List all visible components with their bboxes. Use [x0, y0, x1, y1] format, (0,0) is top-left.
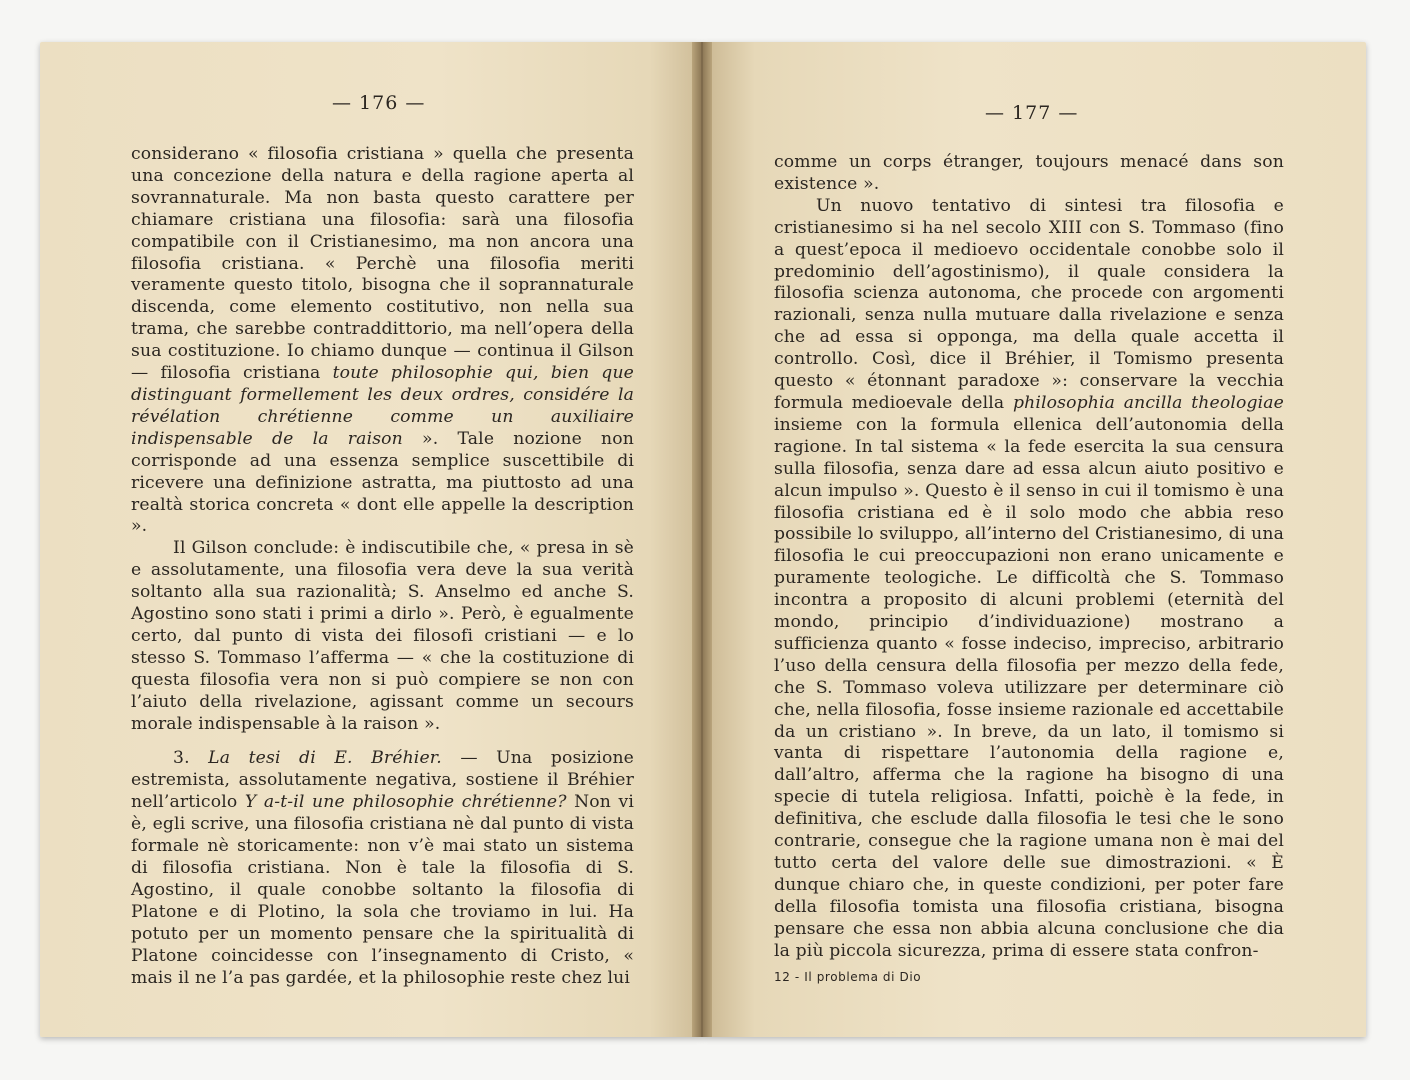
- paragraph: [774, 196, 1284, 963]
- right-page-text: [774, 152, 1284, 963]
- italic-text: philosophia ancilla theologiae: [1013, 392, 1284, 413]
- left-page-text: [131, 144, 634, 989]
- paragraph: [774, 152, 1284, 196]
- page-footer: 12 - Il problema di Dio: [774, 970, 922, 984]
- right-page: [702, 42, 1366, 1037]
- italic-text: toute philosophie qui, bien que distinguant formellement les deux ordres, considére la révélation chrétienne comme un auxiliaire indispensable de la raison: [131, 363, 635, 449]
- text-run: Non vi è, egli scrive, una filosofia cristiana nè dal punto di vista formale nè storicamente: non v’è mai stato un sistema di filosofia cristiana. Non è tale la filosofia di S. Agostino, il quale conobbe soltanto la filosofia di Platone e di Plotino, la sola che troviamo in lui. Ha potuto per un momento pensare che la spiritualità di Platone coincidesse con l’insegnamento di Cristo, « mais il ne l’a pas gardée, et la philosophie reste chez lui: [131, 792, 634, 988]
- left-page: [40, 42, 702, 1037]
- page-number: — 176 —: [332, 92, 426, 114]
- text-run: — Una posizione estremista, assolutamente negativa, sostiene il Bréhier nell’articolo: [131, 748, 635, 813]
- text-run: comme un corps étranger, toujours menacé dans son existence ».: [774, 152, 1284, 194]
- text-run: insieme con la formula ellenica dell’autonomia della ragione. In tal sistema « la fede esercita la sua censura sulla filosofia, senza dare ad essa alcun aiuto positivo e alcun impulso ». Questo è il senso in cui il tomismo è una filosofia cristiana ed è il solo modo che abbia reso possibile lo sviluppo, all’interno del Cristianesimo, di una filosofia le cui preoccupazioni non erano unicamente e puramente teologiche. Le difficoltà che S. Tommaso incontra a proposito di alcuni problemi (eternità del mondo, principio d’individuazione) mostrano a sufficienza quanto « fosse indeciso, impreciso, arbitrario l’uso della censura della filosofia per mezzo della fede, che S. Tommaso voleva utilizzare per determinare ciò che, nella filosofia, fosse insieme razionale ed accettabile da un cristiano ». In breve, da un lato, il tomismo si vanta di rispettare l’autonomia della ragione e, dall’altro, afferma che la ragione ha bisogno di una specie di tutela religiosa. Infatti, poichè è la fede, in definitiva, che esclude dalla filosofia le tesi che le sono contrarie, consegue che la ragione umana non è mai del tutto certa del valore delle sue dimostrazioni. « È dunque chiaro che, in queste condizioni, per poter fare della filosofia tomista una filosofia cristiana, bisogna pensare che essa non abbia alcuna conclusione che dia la più piccola sicurezza, prima di essere stata confron-: [774, 414, 1284, 961]
- text-run: considerano « filosofia cristiana » quella che presenta una concezione della natura e della ragione aperta al sovrannaturale. Ma non basta questo carattere per chiamare cristiana una filosofia: sarà una filosofia compatibile con il Cristianesimo, ma non ancora una filosofia cristiana. « Perchè una filosofia meriti veramente questo titolo, bisogna che il soprannaturale discenda, come elemento costitutivo, non nella sua trama, che sarebbe contraddittorio, ma nell’opera della sua costituzione. Io chiamo dunque — continua il Gilson — filosofia cristiana: [131, 144, 634, 384]
- text-run: Un nuovo tentativo di sintesi tra filosofia e cristianesimo si ha nel secolo XIII con S. Tommaso (fino a quest’epoca il medioevo occidentale conobbe solo il predominio dell’agostinismo), il quale considera la filosofia scienza autonoma, che procede con argomenti razionali, senza nulla mutuare dalla rivelazione e senza che ad essa si opponga, ma della quale accetta il controllo. Così, dice il Bréhier, il Tomismo presenta questo « étonnant paradoxe »: conservare la vecchia formula medioevale della: [774, 195, 1284, 413]
- text-run: ». Tale nozione non corrisponde ad una essenza semplice suscettibile di ricevere una definizione astratta, ma piuttosto ad una realtà storica concreta « dont elle appelle la description ».: [131, 428, 634, 537]
- text-run: Il Gilson conclude: è indiscutibile che, « presa in sè e assolutamente, una filosofia vera deve la sua verità soltanto alla sua razionalità; S. Anselmo ed anche S. Agostino sono stati i primi a dirlo ». Però, è egualmente certo, dal punto di vista dei filosofi cristiani — e lo stesso S. Tommaso l’afferma — « che la costituzione di questa filosofia vera non si può compiere se non con l’aiuto della rivelazione, agissant comme un secours morale indispensable à la raison ».: [131, 538, 634, 734]
- text-run: 3.: [173, 748, 209, 769]
- open-book: [40, 42, 1366, 1040]
- book-gutter: [692, 42, 712, 1037]
- italic-text: La tesi di E. Bréhier.: [208, 748, 442, 769]
- paragraph: [131, 748, 634, 989]
- page-number: — 177 —: [985, 102, 1079, 124]
- paragraph: [131, 144, 634, 538]
- italic-text: Y a-t-il une philosophie chrétienne?: [244, 792, 567, 813]
- paragraph: [131, 538, 634, 735]
